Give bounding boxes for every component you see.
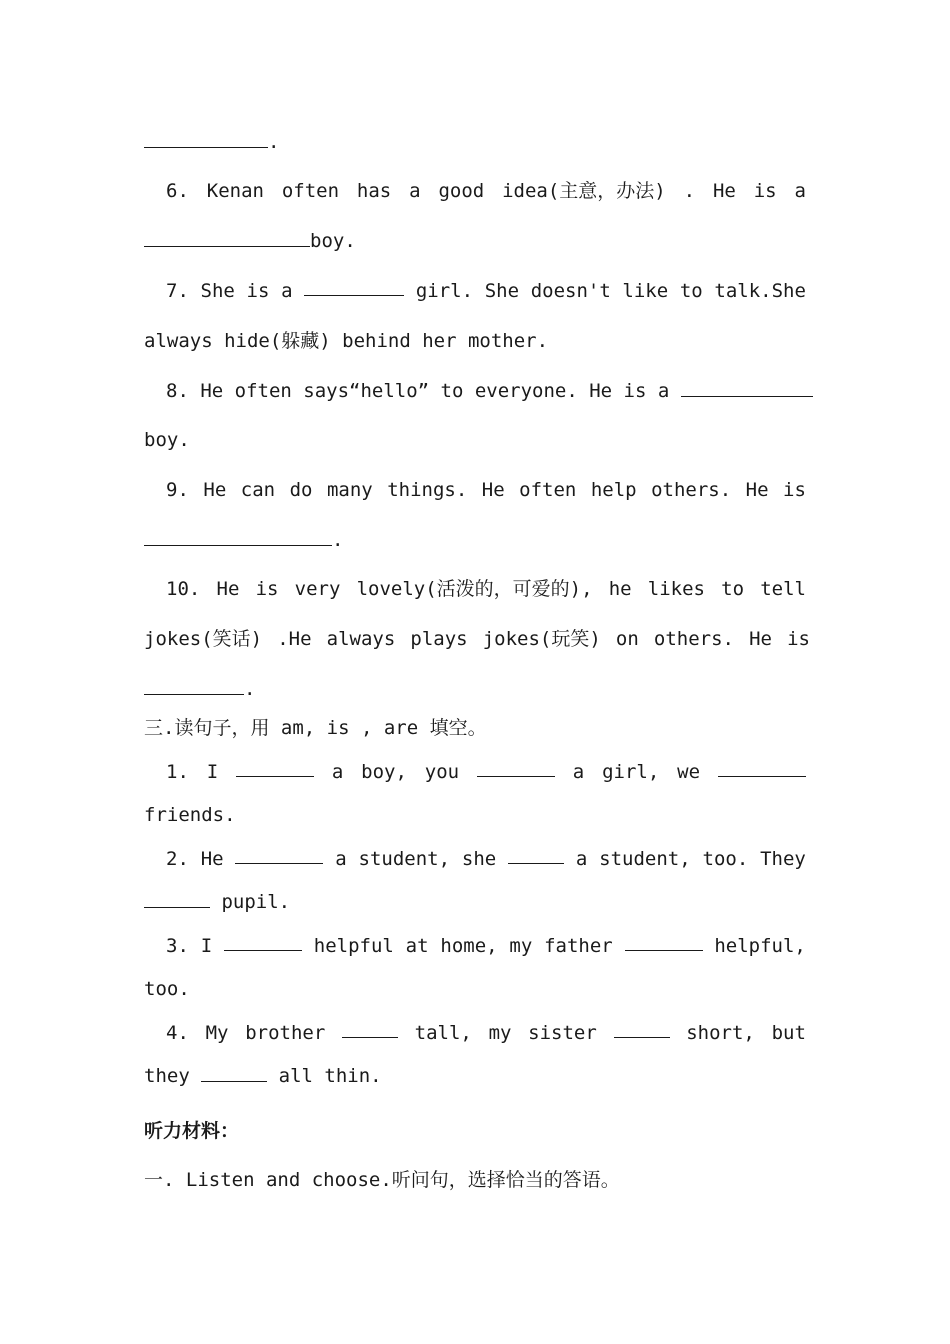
answer-blank[interactable] bbox=[144, 529, 332, 546]
answer-blank[interactable] bbox=[144, 230, 310, 247]
question-9-line-2: . bbox=[144, 528, 810, 552]
question-8-line-2: boy. bbox=[144, 429, 190, 451]
q5-answer-line: . bbox=[144, 130, 810, 154]
question-10-line-2: jokes(笑话) .He always plays jokes(玩笑) on others. He is bbox=[144, 628, 810, 650]
question-8: 8. He often says“hello” to everyone. He is a bbox=[166, 379, 826, 403]
question-7-line-2: always hide(躲藏) behind her mother. bbox=[144, 330, 549, 352]
listening-item-1: 一. Listen and choose.听问句，选择恰当的答语。 bbox=[144, 1169, 620, 1191]
question-6-line-2: boy. bbox=[144, 229, 810, 253]
answer-blank[interactable] bbox=[625, 934, 703, 951]
answer-blank[interactable] bbox=[201, 1065, 267, 1082]
sentence-4: 4. My brother tall, my sister short, but bbox=[166, 1022, 806, 1044]
section-3-title: 三.读句子，用 am, is , are 填空。 bbox=[144, 717, 487, 739]
listening-title: 听力材料： bbox=[144, 1120, 240, 1142]
question-10: 10. He is very lovely(活泼的，可爱的), he likes to tell bbox=[166, 578, 806, 600]
sentence-1-line-2: friends. bbox=[144, 804, 236, 826]
answer-blank[interactable] bbox=[144, 678, 244, 695]
question-9: 9. He can do many things. He often help others. He is bbox=[166, 479, 806, 501]
sentence-3-line-2: too. bbox=[144, 978, 190, 1000]
sentence-2: 2. He a student, she a student, too. They bbox=[166, 848, 806, 870]
answer-blank[interactable] bbox=[224, 934, 302, 951]
answer-blank[interactable] bbox=[508, 847, 564, 864]
answer-blank[interactable] bbox=[614, 1021, 670, 1038]
sentence-3: 3. I helpful at home, my father helpful, bbox=[166, 935, 806, 957]
sentence-1: 1. I a boy, you a girl, we bbox=[166, 760, 806, 784]
answer-blank[interactable] bbox=[235, 847, 323, 864]
answer-blank[interactable] bbox=[718, 760, 806, 777]
answer-blank[interactable] bbox=[144, 891, 210, 908]
answer-blank[interactable] bbox=[342, 1021, 398, 1038]
answer-blank[interactable] bbox=[681, 380, 813, 397]
answer-blank[interactable] bbox=[236, 760, 314, 777]
sentence-2-line-2: pupil. bbox=[144, 890, 810, 914]
answer-blank[interactable] bbox=[477, 760, 555, 777]
answer-blank[interactable] bbox=[144, 131, 268, 148]
sentence-4-line-2: they all thin. bbox=[144, 1065, 382, 1087]
answer-blank[interactable] bbox=[304, 279, 404, 296]
question-6: 6. Kenan often has a good idea(主意，办法) . He is a bbox=[166, 180, 806, 202]
question-10-line-3: . bbox=[144, 677, 810, 701]
question-7: 7. She is a girl. She doesn't like to talk.She bbox=[166, 280, 806, 302]
